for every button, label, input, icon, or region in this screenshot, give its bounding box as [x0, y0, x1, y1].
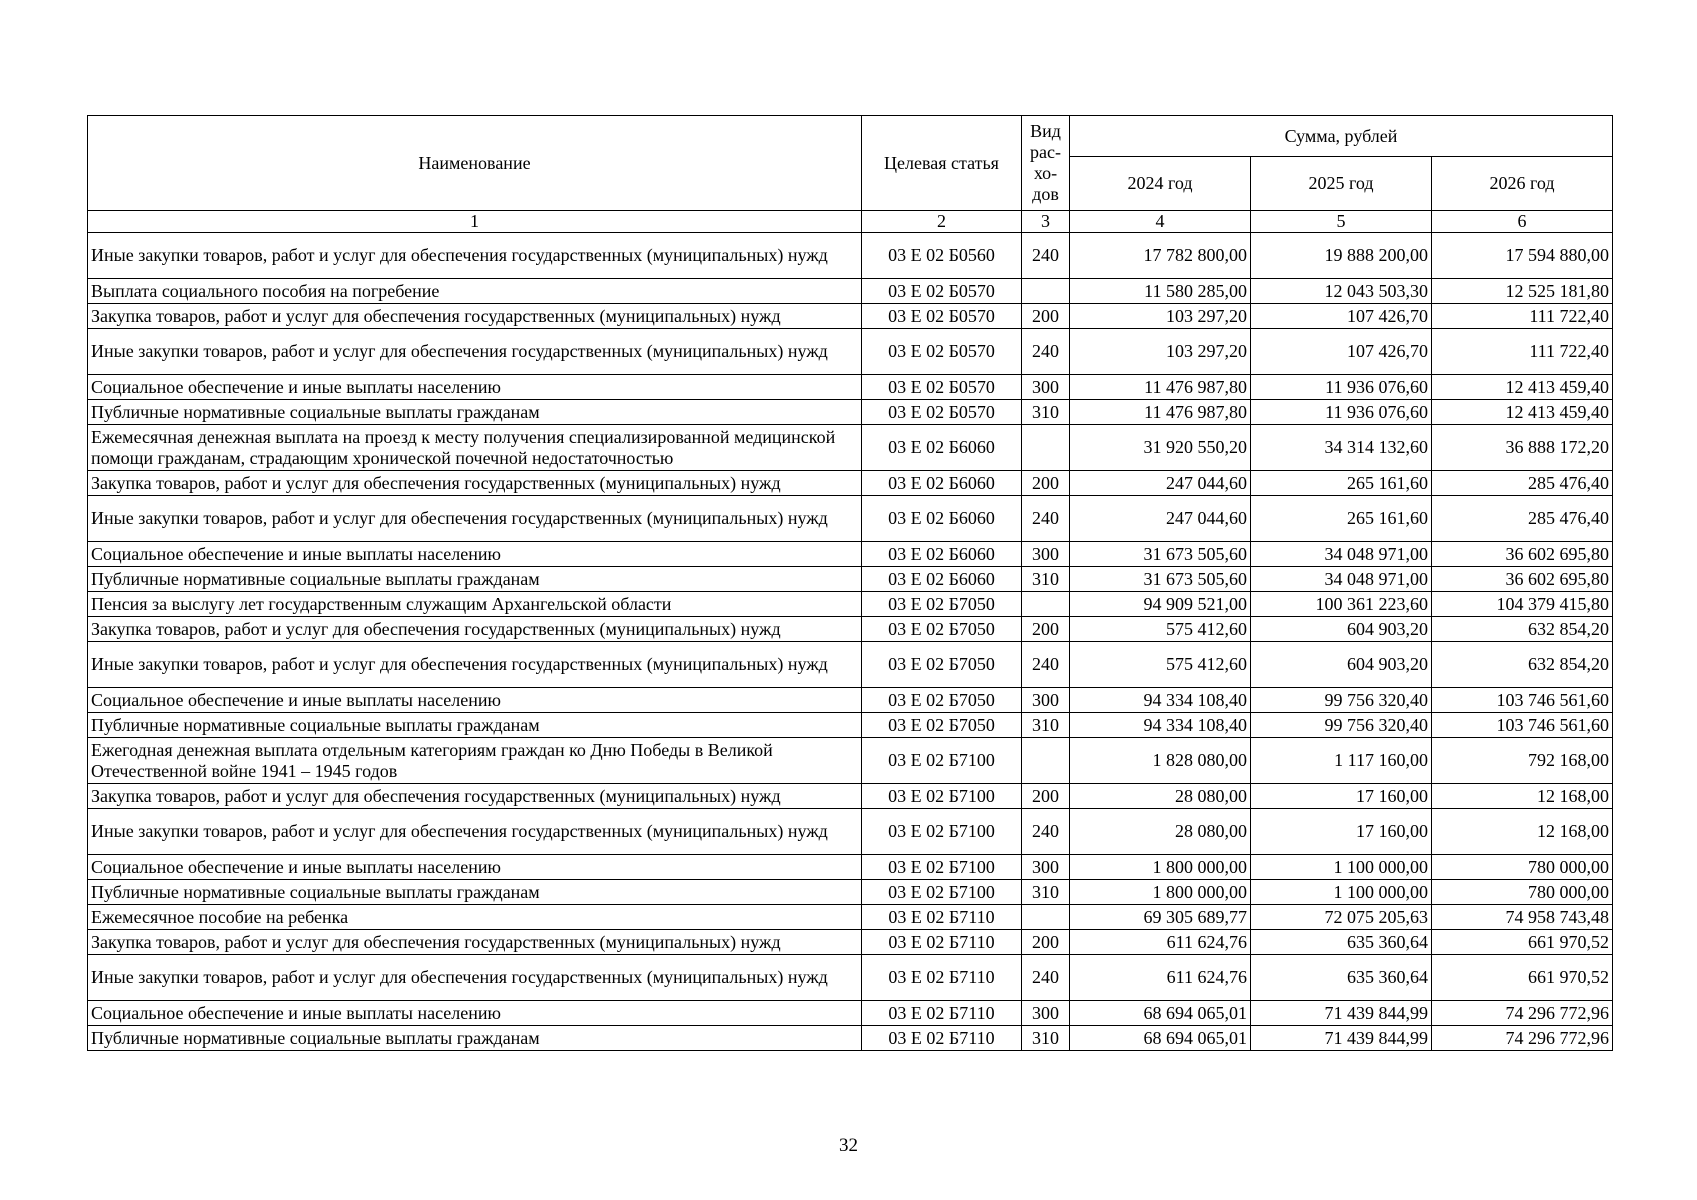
- row-name: Закупка товаров, работ и услуг для обеспечения государственных (муниципальных) нужд: [88, 471, 862, 496]
- table-row: [88, 471, 1613, 496]
- row-expense-type: 200: [1022, 784, 1070, 809]
- row-sum-2026: 12 525 181,80: [1432, 279, 1613, 304]
- row-sum-2025: 34 048 971,00: [1251, 567, 1432, 592]
- row-sum-2025: 1 100 000,00: [1251, 855, 1432, 880]
- row-sum-2025: 11 936 076,60: [1251, 375, 1432, 400]
- table-row: [88, 304, 1613, 329]
- row-sum-2025: 72 075 205,63: [1251, 905, 1432, 930]
- row-sum-2024: 94 334 108,40: [1070, 688, 1251, 713]
- table-row: [88, 905, 1613, 930]
- row-sum-2025: 1 117 160,00: [1251, 738, 1432, 784]
- row-sum-2024: 575 412,60: [1070, 642, 1251, 688]
- table-row: [88, 233, 1613, 279]
- row-expense-type: 240: [1022, 642, 1070, 688]
- row-expense-type: 300: [1022, 375, 1070, 400]
- row-expense-type: 240: [1022, 233, 1070, 279]
- row-sum-2024: 31 673 505,60: [1070, 542, 1251, 567]
- row-name: Иные закупки товаров, работ и услуг для обеспечения государственных (муниципальных) нужд: [88, 642, 862, 688]
- row-sum-2024: 11 476 987,80: [1070, 400, 1251, 425]
- page-number: 32: [839, 1135, 858, 1156]
- column-number: 6: [1432, 211, 1613, 233]
- row-target-article: 03 Е 02 Б7050: [862, 592, 1022, 617]
- row-sum-2025: 99 756 320,40: [1251, 713, 1432, 738]
- table-row: [88, 567, 1613, 592]
- row-sum-2026: 74 296 772,96: [1432, 1001, 1613, 1026]
- row-name: Иные закупки товаров, работ и услуг для обеспечения государственных (муниципальных) нужд: [88, 809, 862, 855]
- row-sum-2025: 12 043 503,30: [1251, 279, 1432, 304]
- row-name: Публичные нормативные социальные выплаты гражданам: [88, 400, 862, 425]
- table-row: [88, 400, 1613, 425]
- row-sum-2025: 17 160,00: [1251, 784, 1432, 809]
- row-sum-2026: 632 854,20: [1432, 617, 1613, 642]
- column-number: 3: [1022, 211, 1070, 233]
- row-target-article: 03 Е 02 Б7100: [862, 809, 1022, 855]
- row-sum-2026: 12 168,00: [1432, 809, 1613, 855]
- header-expense-type: Вид рас-хо-дов: [1022, 116, 1070, 211]
- row-sum-2025: 604 903,20: [1251, 642, 1432, 688]
- row-sum-2024: 94 334 108,40: [1070, 713, 1251, 738]
- row-name: Закупка товаров, работ и услуг для обеспечения государственных (муниципальных) нужд: [88, 304, 862, 329]
- row-name: Публичные нормативные социальные выплаты гражданам: [88, 1026, 862, 1051]
- row-expense-type: 200: [1022, 304, 1070, 329]
- row-name: Иные закупки товаров, работ и услуг для обеспечения государственных (муниципальных) нужд: [88, 233, 862, 279]
- row-sum-2025: 34 048 971,00: [1251, 542, 1432, 567]
- row-sum-2026: 780 000,00: [1432, 855, 1613, 880]
- row-sum-2026: 17 594 880,00: [1432, 233, 1613, 279]
- row-expense-type: 240: [1022, 496, 1070, 542]
- row-sum-2024: 11 580 285,00: [1070, 279, 1251, 304]
- row-sum-2026: 36 602 695,80: [1432, 567, 1613, 592]
- row-sum-2024: 11 476 987,80: [1070, 375, 1251, 400]
- table-row: [88, 496, 1613, 542]
- row-name: Ежегодная денежная выплата отдельным категориям граждан ко Дню Победы в Великой Отечественной войне 1941 – 1945 годов: [88, 738, 862, 784]
- row-sum-2026: 285 476,40: [1432, 471, 1613, 496]
- row-name: Социальное обеспечение и иные выплаты населению: [88, 1001, 862, 1026]
- row-target-article: 03 Е 02 Б7110: [862, 1026, 1022, 1051]
- row-target-article: 03 Е 02 Б7050: [862, 617, 1022, 642]
- row-expense-type: 310: [1022, 567, 1070, 592]
- row-sum-2024: 31 920 550,20: [1070, 425, 1251, 471]
- row-sum-2024: 611 624,76: [1070, 930, 1251, 955]
- row-sum-2024: 31 673 505,60: [1070, 567, 1251, 592]
- row-name: Публичные нормативные социальные выплаты гражданам: [88, 880, 862, 905]
- table-header: [88, 116, 1613, 233]
- row-sum-2024: 1 800 000,00: [1070, 880, 1251, 905]
- table-row: [88, 617, 1613, 642]
- row-target-article: 03 Е 02 Б0570: [862, 304, 1022, 329]
- row-sum-2026: 103 746 561,60: [1432, 688, 1613, 713]
- row-sum-2025: 34 314 132,60: [1251, 425, 1432, 471]
- row-expense-type: [1022, 425, 1070, 471]
- row-sum-2024: 68 694 065,01: [1070, 1001, 1251, 1026]
- row-sum-2026: 12 413 459,40: [1432, 400, 1613, 425]
- header-name: Наименование: [88, 116, 862, 211]
- row-expense-type: [1022, 592, 1070, 617]
- row-expense-type: 300: [1022, 688, 1070, 713]
- row-target-article: 03 Е 02 Б7110: [862, 905, 1022, 930]
- row-name: Пенсия за выслугу лет государственным служащим Архангельской области: [88, 592, 862, 617]
- row-sum-2026: 285 476,40: [1432, 496, 1613, 542]
- row-sum-2025: 635 360,64: [1251, 930, 1432, 955]
- column-number: 4: [1070, 211, 1251, 233]
- row-expense-type: 200: [1022, 617, 1070, 642]
- table-row: [88, 688, 1613, 713]
- row-sum-2026: 111 722,40: [1432, 329, 1613, 375]
- header-year-2024: 2024 год: [1070, 157, 1251, 211]
- row-sum-2026: 36 602 695,80: [1432, 542, 1613, 567]
- row-target-article: 03 Е 02 Б7110: [862, 955, 1022, 1001]
- row-name: Иные закупки товаров, работ и услуг для обеспечения государственных (муниципальных) нужд: [88, 329, 862, 375]
- row-sum-2026: 74 296 772,96: [1432, 1026, 1613, 1051]
- row-expense-type: 310: [1022, 400, 1070, 425]
- row-target-article: 03 Е 02 Б6060: [862, 471, 1022, 496]
- table-row: [88, 880, 1613, 905]
- table-row: [88, 329, 1613, 375]
- row-expense-type: 310: [1022, 880, 1070, 905]
- row-sum-2024: 575 412,60: [1070, 617, 1251, 642]
- row-name: Закупка товаров, работ и услуг для обеспечения государственных (муниципальных) нужд: [88, 784, 862, 809]
- column-number: 2: [862, 211, 1022, 233]
- row-name: Социальное обеспечение и иные выплаты населению: [88, 688, 862, 713]
- row-target-article: 03 Е 02 Б0570: [862, 400, 1022, 425]
- row-sum-2024: 247 044,60: [1070, 496, 1251, 542]
- row-sum-2024: 611 624,76: [1070, 955, 1251, 1001]
- header-target-article: Целевая статья: [862, 116, 1022, 211]
- row-target-article: 03 Е 02 Б7100: [862, 784, 1022, 809]
- row-sum-2026: 103 746 561,60: [1432, 713, 1613, 738]
- row-sum-2025: 11 936 076,60: [1251, 400, 1432, 425]
- table-row: [88, 930, 1613, 955]
- row-sum-2025: 17 160,00: [1251, 809, 1432, 855]
- row-sum-2026: 661 970,52: [1432, 955, 1613, 1001]
- table-row: [88, 738, 1613, 784]
- table-row: [88, 784, 1613, 809]
- row-sum-2025: 99 756 320,40: [1251, 688, 1432, 713]
- row-sum-2026: 36 888 172,20: [1432, 425, 1613, 471]
- table-row: [88, 279, 1613, 304]
- table-row: [88, 955, 1613, 1001]
- header-sum: Сумма, рублей: [1070, 116, 1613, 157]
- row-sum-2026: 12 168,00: [1432, 784, 1613, 809]
- row-target-article: 03 Е 02 Б7050: [862, 688, 1022, 713]
- row-target-article: 03 Е 02 Б0570: [862, 375, 1022, 400]
- row-sum-2024: 94 909 521,00: [1070, 592, 1251, 617]
- row-sum-2025: 265 161,60: [1251, 471, 1432, 496]
- row-target-article: 03 Е 02 Б0570: [862, 279, 1022, 304]
- row-sum-2024: 247 044,60: [1070, 471, 1251, 496]
- row-expense-type: 240: [1022, 329, 1070, 375]
- row-sum-2026: 104 379 415,80: [1432, 592, 1613, 617]
- row-sum-2026: 632 854,20: [1432, 642, 1613, 688]
- table-row: [88, 542, 1613, 567]
- table-row: [88, 375, 1613, 400]
- header-year-2026: 2026 год: [1432, 157, 1613, 211]
- table-row: [88, 642, 1613, 688]
- table-row: [88, 713, 1613, 738]
- row-target-article: 03 Е 02 Б7050: [862, 642, 1022, 688]
- row-sum-2025: 604 903,20: [1251, 617, 1432, 642]
- row-name: Социальное обеспечение и иные выплаты населению: [88, 855, 862, 880]
- row-target-article: 03 Е 02 Б6060: [862, 496, 1022, 542]
- column-number: 1: [88, 211, 862, 233]
- row-expense-type: 240: [1022, 809, 1070, 855]
- row-target-article: 03 Е 02 Б7100: [862, 880, 1022, 905]
- row-expense-type: 200: [1022, 930, 1070, 955]
- budget-table: [87, 115, 1613, 1051]
- table-row: [88, 1026, 1613, 1051]
- row-target-article: 03 Е 02 Б0560: [862, 233, 1022, 279]
- row-name: Публичные нормативные социальные выплаты гражданам: [88, 567, 862, 592]
- row-sum-2025: 107 426,70: [1251, 304, 1432, 329]
- row-sum-2026: 661 970,52: [1432, 930, 1613, 955]
- row-name: Ежемесячная денежная выплата на проезд к месту получения специализированной медицинской помощи гражданам, страдающим хронической почечной недостаточностью: [88, 425, 862, 471]
- row-name: Социальное обеспечение и иные выплаты населению: [88, 542, 862, 567]
- row-sum-2026: 12 413 459,40: [1432, 375, 1613, 400]
- table-row: [88, 855, 1613, 880]
- row-name: Иные закупки товаров, работ и услуг для обеспечения государственных (муниципальных) нужд: [88, 955, 862, 1001]
- row-target-article: 03 Е 02 Б7110: [862, 930, 1022, 955]
- row-sum-2024: 28 080,00: [1070, 784, 1251, 809]
- column-number: 5: [1251, 211, 1432, 233]
- row-expense-type: 200: [1022, 471, 1070, 496]
- table-body: [88, 233, 1613, 1051]
- row-sum-2025: 635 360,64: [1251, 955, 1432, 1001]
- row-sum-2025: 100 361 223,60: [1251, 592, 1432, 617]
- row-name: Закупка товаров, работ и услуг для обеспечения государственных (муниципальных) нужд: [88, 930, 862, 955]
- row-sum-2025: 71 439 844,99: [1251, 1001, 1432, 1026]
- row-sum-2024: 68 694 065,01: [1070, 1026, 1251, 1051]
- table-row: [88, 592, 1613, 617]
- row-name: Закупка товаров, работ и услуг для обеспечения государственных (муниципальных) нужд: [88, 617, 862, 642]
- row-target-article: 03 Е 02 Б7050: [862, 713, 1022, 738]
- row-target-article: 03 Е 02 Б0570: [862, 329, 1022, 375]
- row-name: Публичные нормативные социальные выплаты гражданам: [88, 713, 862, 738]
- row-sum-2026: 780 000,00: [1432, 880, 1613, 905]
- row-name: Социальное обеспечение и иные выплаты населению: [88, 375, 862, 400]
- row-expense-type: 310: [1022, 713, 1070, 738]
- row-sum-2024: 69 305 689,77: [1070, 905, 1251, 930]
- row-target-article: 03 Е 02 Б6060: [862, 542, 1022, 567]
- row-expense-type: 240: [1022, 955, 1070, 1001]
- row-sum-2025: 107 426,70: [1251, 329, 1432, 375]
- row-target-article: 03 Е 02 Б6060: [862, 567, 1022, 592]
- row-sum-2025: 19 888 200,00: [1251, 233, 1432, 279]
- row-sum-2024: 103 297,20: [1070, 329, 1251, 375]
- row-expense-type: 300: [1022, 542, 1070, 567]
- row-name: Иные закупки товаров, работ и услуг для обеспечения государственных (муниципальных) нужд: [88, 496, 862, 542]
- table-row: [88, 1001, 1613, 1026]
- row-expense-type: 300: [1022, 1001, 1070, 1026]
- row-sum-2025: 1 100 000,00: [1251, 880, 1432, 905]
- row-target-article: 03 Е 02 Б7110: [862, 1001, 1022, 1026]
- header-year-2025: 2025 год: [1251, 157, 1432, 211]
- row-sum-2026: 792 168,00: [1432, 738, 1613, 784]
- row-sum-2025: 265 161,60: [1251, 496, 1432, 542]
- row-target-article: 03 Е 02 Б7100: [862, 738, 1022, 784]
- table-row: [88, 809, 1613, 855]
- row-sum-2026: 74 958 743,48: [1432, 905, 1613, 930]
- row-expense-type: [1022, 738, 1070, 784]
- row-sum-2024: 1 828 080,00: [1070, 738, 1251, 784]
- row-sum-2024: 103 297,20: [1070, 304, 1251, 329]
- column-numbers-row: [88, 211, 1613, 233]
- row-sum-2025: 71 439 844,99: [1251, 1026, 1432, 1051]
- row-expense-type: [1022, 905, 1070, 930]
- row-name: Выплата социального пособия на погребение: [88, 279, 862, 304]
- row-sum-2024: 28 080,00: [1070, 809, 1251, 855]
- row-target-article: 03 Е 02 Б7100: [862, 855, 1022, 880]
- row-name: Ежемесячное пособие на ребенка: [88, 905, 862, 930]
- row-sum-2024: 17 782 800,00: [1070, 233, 1251, 279]
- row-sum-2026: 111 722,40: [1432, 304, 1613, 329]
- row-sum-2024: 1 800 000,00: [1070, 855, 1251, 880]
- row-expense-type: 300: [1022, 855, 1070, 880]
- row-expense-type: 310: [1022, 1026, 1070, 1051]
- row-target-article: 03 Е 02 Б6060: [862, 425, 1022, 471]
- row-expense-type: [1022, 279, 1070, 304]
- table-row: [88, 425, 1613, 471]
